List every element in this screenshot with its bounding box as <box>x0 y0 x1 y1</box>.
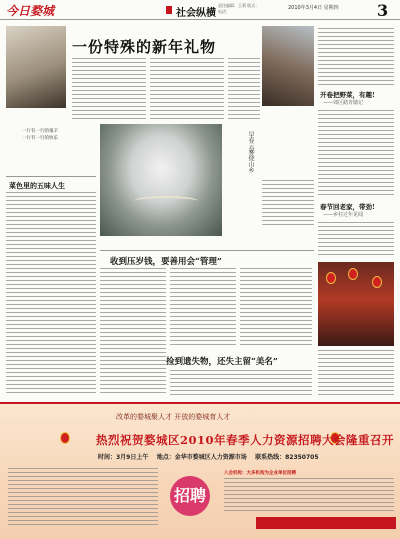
text-column <box>170 370 312 398</box>
ad-place: 地点：金华市婺城区人力资源市场 <box>156 454 247 461</box>
lantern-icon <box>372 276 382 288</box>
text-column <box>318 350 394 396</box>
newspaper-logo: 今日婺城 <box>6 4 55 18</box>
text-column <box>100 268 166 396</box>
ad-text-block <box>8 468 158 526</box>
photo-man-portrait <box>6 26 66 108</box>
side-quote-line-1: 一行有一行的艰辛 <box>22 129 58 134</box>
section-title: 社会纵横 <box>176 8 216 19</box>
side-headline: 菜色里的五味人生 <box>9 181 65 190</box>
text-column <box>318 28 394 86</box>
text-column <box>240 268 312 348</box>
text-column <box>262 180 314 228</box>
page-number: 3 <box>377 1 389 20</box>
main-headline: 一份特殊的新年礼物 <box>72 38 217 56</box>
lantern-icon <box>60 432 70 444</box>
text-column <box>228 58 260 122</box>
photo-road <box>134 196 198 206</box>
ad-info-line <box>98 452 319 461</box>
lantern-icon <box>348 268 358 280</box>
text-column <box>318 222 394 256</box>
right-subheading-1: ——郊区踏青随记 <box>323 100 364 106</box>
lantern-icon <box>326 272 336 284</box>
side-quote <box>22 128 58 142</box>
second-headline: 收到压岁钱，要善用会“管理” <box>110 257 222 267</box>
text-column <box>318 110 394 196</box>
ad-slogan: 改革的婺城聚人才 开放的婺城育人才 <box>116 413 231 421</box>
section-marker <box>166 6 172 14</box>
ad-phone: 联系热线：82350705 <box>255 454 319 461</box>
right-headline-1: 开卷把野菜，有趣! <box>320 91 375 99</box>
phone-line: 电话： <box>218 9 230 14</box>
text-column <box>6 192 96 396</box>
editor-line: 责任编辑：王莉 版式： <box>218 3 260 8</box>
photo-mountain-fog <box>100 124 222 236</box>
divider <box>6 176 96 177</box>
text-column <box>150 58 224 122</box>
hiring-badge: 招聘 <box>170 476 210 516</box>
text-column <box>170 268 236 348</box>
ad-footer-bar <box>256 517 396 529</box>
divider <box>100 250 314 251</box>
right-headline-2: 春节回老家，带劲! <box>320 203 375 211</box>
issue-date: 2010年3月4日 星期四 <box>288 5 339 11</box>
ad-time: 时间：3月9日上午 <box>98 454 149 461</box>
right-subheading-2: ——乡村过年见闻 <box>323 212 364 218</box>
third-headline: 捡到遗失物，还失主留“美名” <box>166 357 278 367</box>
text-column <box>72 58 146 122</box>
photo-caption: 早春云雾绕山乡 <box>247 131 254 173</box>
ad-title: 热烈祝贺婺城区2010年春季人力资源招聘大会隆重召开 <box>96 433 395 447</box>
ad-text-block <box>224 478 394 514</box>
ad-note: 入会机构：大多机构为企业单位招聘 <box>224 471 296 476</box>
side-quote-line-2: 一行有一行的快乐 <box>22 136 58 141</box>
photo-people-meeting <box>262 26 314 106</box>
photo-lantern-festival <box>318 262 394 346</box>
